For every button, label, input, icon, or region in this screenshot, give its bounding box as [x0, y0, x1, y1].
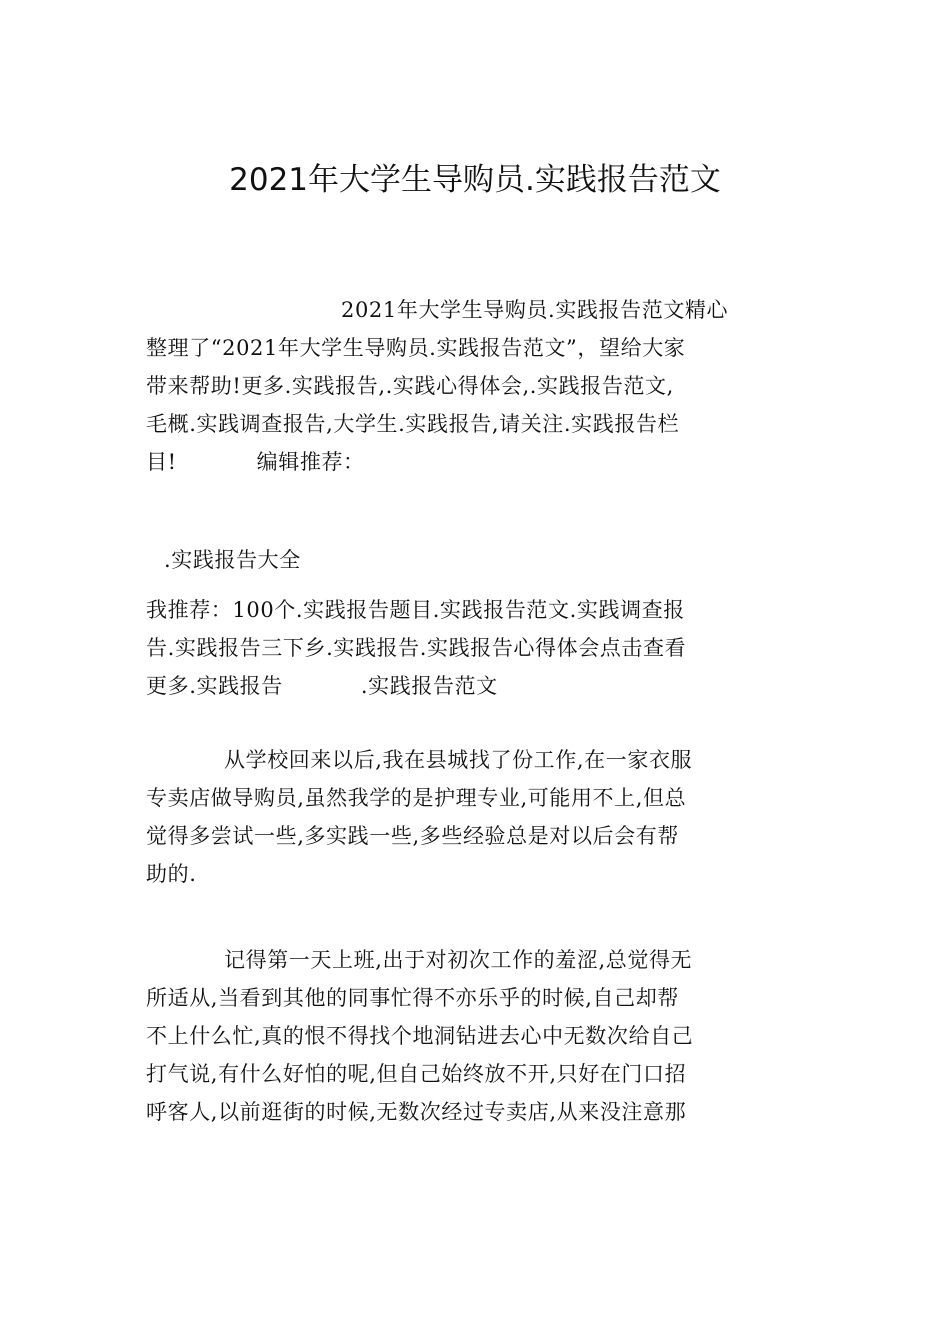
para2-line-1: 记得第一天上班,出于对初次工作的羞涩,总觉得无 — [224, 948, 693, 972]
intro-line-5a: 目! — [146, 450, 177, 474]
para1-line-3: 觉得多尝试一些,多实践一些,多些经验总是对以后会有帮 — [146, 824, 679, 848]
para1-line-2: 专卖店做导购员,虽然我学的是护理专业,可能用不上,但总 — [146, 786, 687, 810]
more-practice-report-link[interactable]: 更多.实践报告 — [146, 674, 283, 698]
para2-line-2: 所适从,当看到其他的同事忙得不亦乐乎的时候,自己却帮 — [146, 986, 679, 1010]
intro-line-2: 整理了“2021年大学生导购员.实践报告范文”，望给大家 — [146, 336, 686, 360]
practice-report-collection-link[interactable]: .实践报告大全 — [164, 548, 301, 572]
links-line-3 — [146, 667, 806, 705]
intro-line-4: 毛概.实践调查报告,大学生.实践报告,请关注.实践报告栏 — [146, 412, 680, 436]
editor-recommend-label: 编辑推荐： — [256, 450, 365, 474]
intro-line-5 — [146, 443, 806, 481]
links-line-2[interactable]: 告.实践报告三下乡.实践报告.实践报告心得体会点击查看 — [146, 636, 687, 660]
intro-paragraph — [146, 291, 806, 481]
links-line-1[interactable]: 我推荐：100个.实践报告题目.实践报告范文.实践调查报 — [146, 598, 685, 622]
intro-line-1: 2021年大学生导购员.实践报告范文精心 — [341, 298, 729, 322]
para2-line-5: 呼客人,以前逛街的时候,无数次经过专卖店,从来没注意那 — [146, 1100, 687, 1124]
para1-line-1: 从学校回来以后,我在县城找了份工作,在一家衣服 — [224, 748, 693, 772]
document-title: 2021年大学生导购员.实践报告范文 — [229, 162, 721, 198]
recommend-link-block — [146, 541, 806, 579]
intro-line-3: 带来帮助!更多.实践报告,.实践心得体会,.实践报告范文, — [146, 374, 674, 398]
para2-line-4: 打气说,有什么好怕的呢,但自己始终放不开,只好在门口招 — [146, 1062, 687, 1086]
para2-line-3: 不上什么忙,真的恨不得找个地洞钻进去心中无数次给自己 — [146, 1024, 694, 1048]
para1-line-4: 助的. — [146, 862, 197, 886]
paragraph-1 — [146, 741, 806, 893]
paragraph-2 — [146, 941, 806, 1131]
links-paragraph — [146, 591, 806, 705]
practice-report-sample-link[interactable]: .实践报告范文 — [360, 674, 498, 698]
